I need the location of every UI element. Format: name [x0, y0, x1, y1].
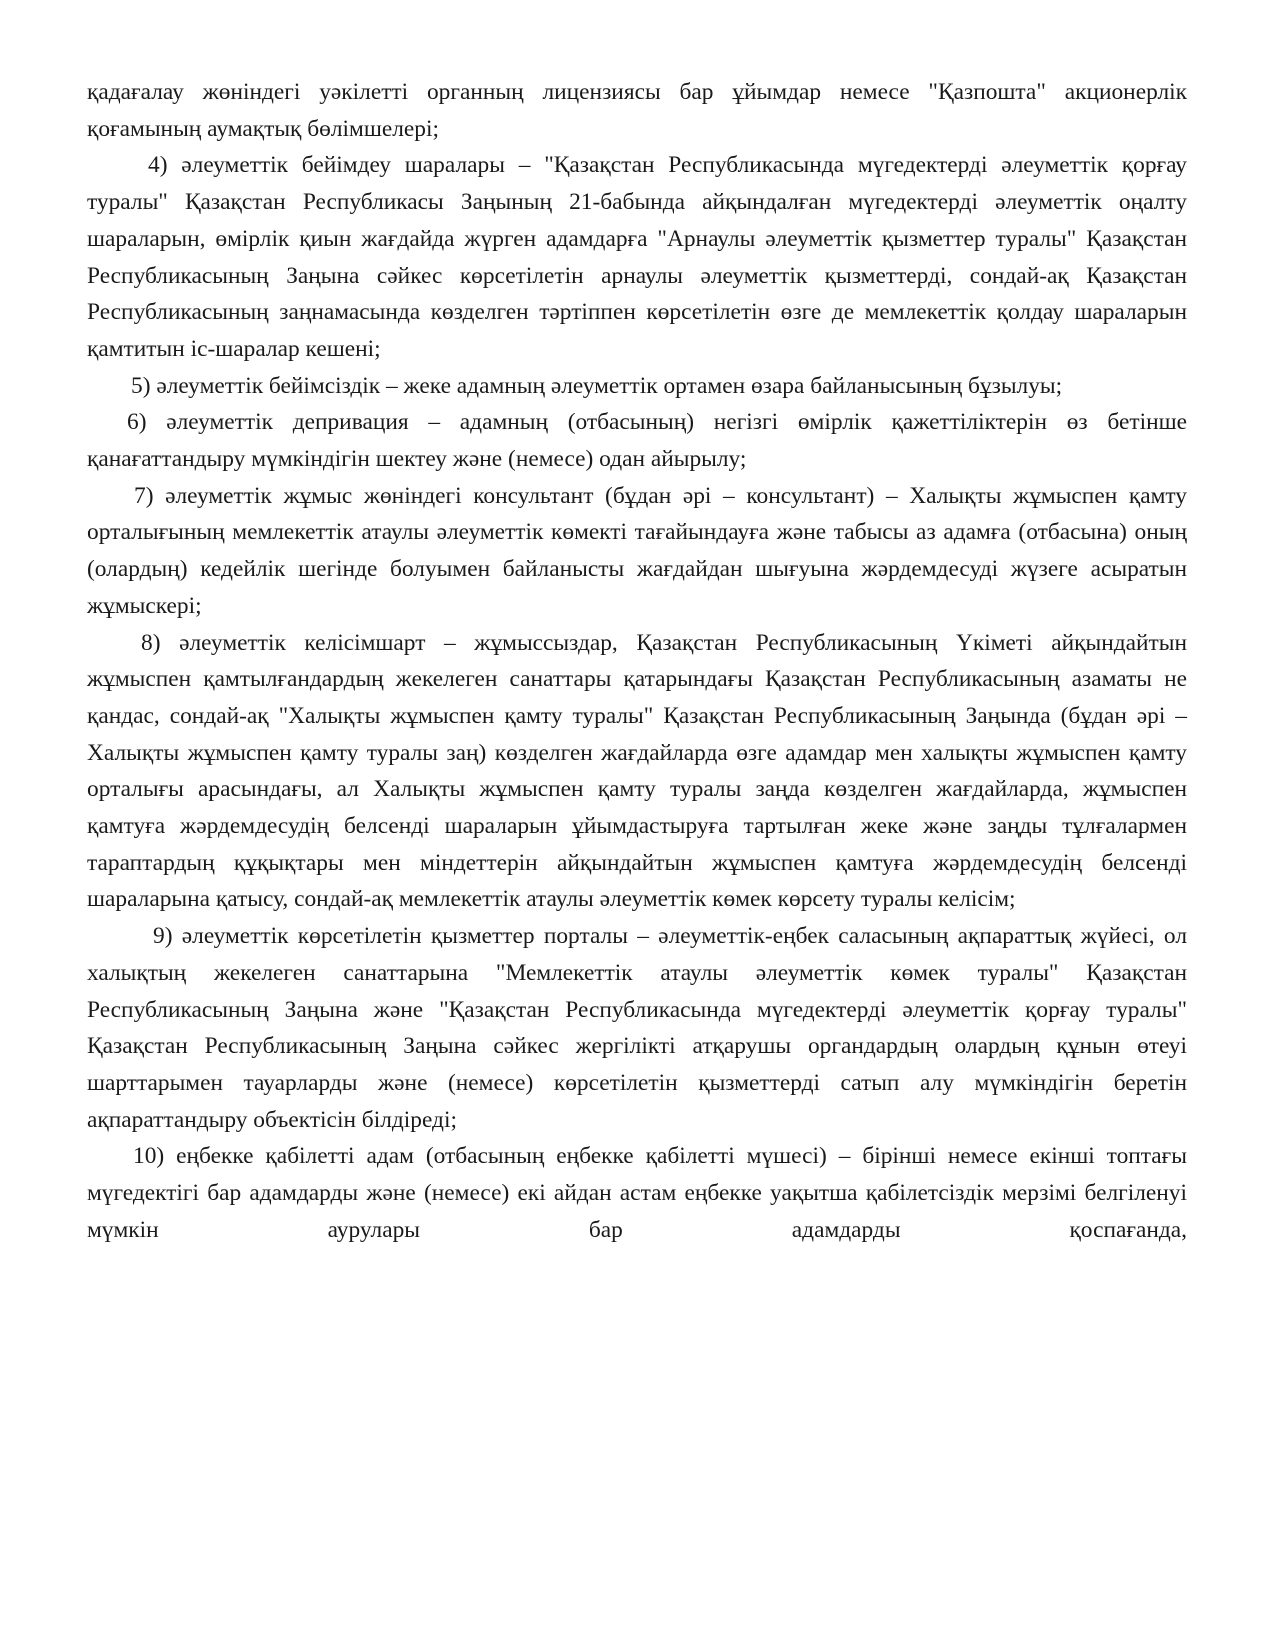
- paragraph-item-10: 10) еңбекке қабілетті адам (отбасының еңбекке қабілетті мүшесі) – бірінші немесе екінші топтағы мүгедектігі бар адамдарды және (немесе) екі айдан астам еңбекке уақытша қабілетсіздік мерзімі белгіленуі мүмкін аурулары бар адамдарды қоспағанда,: [87, 1143, 1187, 1243]
- paragraph-item-8: 8) әлеуметтік келісімшарт – жұмыссыздар, Қазақстан Республикасының Үкіметі айқындайтын жұмыспен қамтылғандардың жекелеген санаттары қатарындағы Қазақстан Республикасының азаматы не қандас, сондай-ақ "Халықты жұмыспен қамту туралы" Қазақстан Республикасының Заңында (бұдан әрі – Халықты жұмыспен қамту туралы заң) көзделген жағдайларда өзге адамдар мен халықты жұмыспен қамту орталығы арасындағы, ал Халықты жұмыспен қамту туралы заңда көзделген жағдайларда, жұмыспен қамтуға жәрдемдесудің белсенді шараларын ұйымдастыруға тартылған жеке және заңды тұлғалармен тараптардың құқықтары мен міндеттерін айқындайтын жұмыспен қамтуға жәрдемдесудің белсенді шараларына қатысу, сондай-ақ мемлекеттік атаулы әлеуметтік көмек көрсету туралы келісім;: [87, 629, 1187, 913]
- paragraph-item-9: 9) әлеуметтік көрсетілетін қызметтер порталы – әлеуметтік-еңбек саласының ақпараттық жүйесі, ол халықтың жекелеген санаттарына "Мемлекеттік атаулы әлеуметтік көмек туралы" Қазақстан Республикасының Заңына және "Қазақстан Республикасында мүгедектерді әлеуметтік қорғау туралы" Қазақстан Республикасының Заңына сәйкес жергілікті атқарушы органдардың олардың құнын өтеуі шарттарымен тауарларды және (немесе) көрсетілетін қызметтерді сатып алу мүмкіндігін беретін ақпараттандыру объектісін білдіреді;: [87, 923, 1187, 1133]
- paragraph-item-6: 6) әлеуметтік депривация – адамның (отбасының) негізгі өмірлік қажеттіліктерін өз бетінше қанағаттандыру мүмкіндігін шектеу және (немесе) одан айырылу;: [87, 409, 1187, 473]
- document-body: [87, 74, 1187, 1249]
- paragraph-item-7: 7) әлеуметтік жұмыс жөніндегі консультант (бұдан әрі – консультант) – Халықты жұмыспен қамту орталығының мемлекеттік атаулы әлеуметтік көмекті тағайындауға және табысы аз адамға (отбасына) оның (олардың) кедейлік шегінде болуымен байланысты жағдайдан шығуына жәрдемдесуді жүзеге асыратын жұмыскері;: [87, 482, 1187, 619]
- paragraph-item-5: 5) әлеуметтік бейімсіздік – жеке адамның әлеуметтік ортамен өзара байланысының бұзылуы;: [131, 372, 1063, 399]
- paragraph-item-4: 4) әлеуметтік бейімдеу шаралары – "Қазақстан Республикасында мүгедектерді әлеуметтік қорғау туралы" Қазақстан Республикасы Заңының 21-бабында айқындалған мүгедектерді әлеуметтік оңалту шараларын, өмірлік қиын жағдайда жүрген адамдарға "Арнаулы әлеуметтік қызметтер туралы" Қазақстан Республикасының Заңына сәйкес көрсетілетін арнаулы әлеуметтік қызметтерді, сондай-ақ Қазақстан Республикасының заңнамасында көзделген тәртіппен көрсетілетін өзге де мемлекеттік қолдау шараларын қамтитын іс-шаралар кешені;: [87, 152, 1187, 362]
- paragraph-continuation: қадағалау жөніндегі уәкілетті органның лицензиясы бар ұйымдар немесе "Қазпошта" акционерлік қоғамының аумақтық бөлімшелері;: [87, 79, 1187, 142]
